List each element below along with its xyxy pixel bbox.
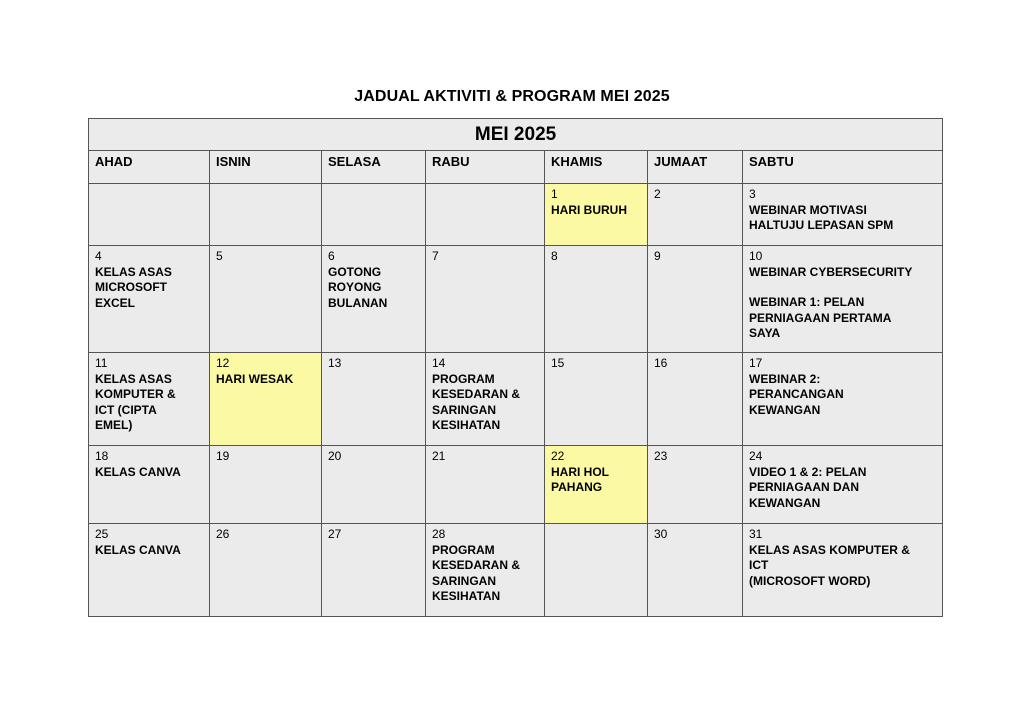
event-label: KELAS ASAS KOMPUTER & ICT (CIPTA EMEL) xyxy=(95,371,176,432)
day-cell-18 xyxy=(89,446,210,524)
week-row-4 xyxy=(89,446,943,524)
event-label: KELAS ASAS MICROSOFT EXCEL xyxy=(95,264,172,310)
empty-day-cell xyxy=(545,524,648,617)
day-cell-12 xyxy=(210,353,322,446)
day-cell-14 xyxy=(426,353,545,446)
day-cell-19 xyxy=(210,446,322,524)
day-number: 28 xyxy=(432,527,446,541)
month-header: MEI 2025 xyxy=(89,119,943,151)
event-label: KELAS CANVA xyxy=(95,464,181,479)
day-number: 6 xyxy=(328,249,335,263)
weekday-khamis: KHAMIS xyxy=(545,151,648,184)
event-label: GOTONG ROYONG BULANAN xyxy=(328,264,388,310)
day-number: 13 xyxy=(328,356,342,370)
week-row-2 xyxy=(89,246,943,353)
empty-day-cell xyxy=(426,184,545,246)
day-cell-24 xyxy=(743,446,943,524)
day-number: 14 xyxy=(432,356,446,370)
day-number: 9 xyxy=(654,249,661,263)
event-label: WEBINAR MOTIVASI HALTUJU LEPASAN SPM xyxy=(749,202,894,232)
day-cell-22 xyxy=(545,446,648,524)
day-number: 16 xyxy=(654,356,668,370)
day-cell-20 xyxy=(322,446,426,524)
day-number: 12 xyxy=(216,356,230,370)
weekday-sabtu: SABTU xyxy=(743,151,943,184)
day-cell-5 xyxy=(210,246,322,353)
day-number: 3 xyxy=(749,187,756,201)
day-cell-21 xyxy=(426,446,545,524)
day-cell-10 xyxy=(743,246,943,353)
day-cell-8 xyxy=(545,246,648,353)
weekday-isnin: ISNIN xyxy=(210,151,322,184)
event-label-secondary: WEBINAR 1: PELAN PERNIAGAAN PERTAMA SAYA xyxy=(749,295,892,340)
day-number: 21 xyxy=(432,449,446,463)
day-number: 1 xyxy=(551,187,558,201)
empty-day-cell xyxy=(210,184,322,246)
weekday-rabu: RABU xyxy=(426,151,545,184)
day-number: 27 xyxy=(328,527,342,541)
weekday-jumaat: JUMAAT xyxy=(648,151,743,184)
event-label: PROGRAM KESEDARAN & SARINGAN KESIHATAN xyxy=(432,371,521,432)
day-number: 18 xyxy=(95,449,109,463)
day-cell-1 xyxy=(545,184,648,246)
empty-day-cell xyxy=(322,184,426,246)
event-label: HARI HOL PAHANG xyxy=(551,464,609,494)
day-cell-23 xyxy=(648,446,743,524)
event-label: VIDEO 1 & 2: PELAN PERNIAGAAN DAN KEWANGAN xyxy=(749,464,867,510)
weekday-selasa: SELASA xyxy=(322,151,426,184)
day-number: 10 xyxy=(749,249,763,263)
day-cell-17 xyxy=(743,353,943,446)
day-cell-16 xyxy=(648,353,743,446)
day-number: 2 xyxy=(654,187,661,201)
day-cell-27 xyxy=(322,524,426,617)
day-cell-28 xyxy=(426,524,545,617)
day-cell-26 xyxy=(210,524,322,617)
day-number: 5 xyxy=(216,249,223,263)
day-number: 11 xyxy=(95,356,108,370)
day-cell-11 xyxy=(89,353,210,446)
day-number: 8 xyxy=(551,249,558,263)
week-row-3 xyxy=(89,353,943,446)
event-label: WEBINAR CYBERSECURITY xyxy=(749,264,913,279)
day-number: 30 xyxy=(654,527,668,541)
day-number: 26 xyxy=(216,527,230,541)
day-cell-13 xyxy=(322,353,426,446)
week-row-1 xyxy=(89,184,943,246)
day-number: 25 xyxy=(95,527,109,541)
day-number: 15 xyxy=(551,356,565,370)
day-number: 24 xyxy=(749,449,763,463)
day-number: 20 xyxy=(328,449,342,463)
day-cell-9 xyxy=(648,246,743,353)
day-number: 4 xyxy=(95,249,102,263)
event-label: HARI WESAK xyxy=(216,371,294,386)
day-cell-2 xyxy=(648,184,743,246)
day-number: 7 xyxy=(432,249,439,263)
day-number: 22 xyxy=(551,449,565,463)
weekday-header-row xyxy=(89,151,943,184)
weekday-ahad: AHAD xyxy=(89,151,210,184)
calendar-table xyxy=(88,118,943,617)
day-cell-4 xyxy=(89,246,210,353)
event-label: KELAS CANVA xyxy=(95,542,181,557)
day-number: 23 xyxy=(654,449,668,463)
day-number: 17 xyxy=(749,356,763,370)
event-label: WEBINAR 2: PERANCANGAN KEWANGAN xyxy=(749,371,844,417)
event-label: HARI BURUH xyxy=(551,202,627,217)
day-number: 31 xyxy=(749,527,763,541)
event-label: KELAS ASAS KOMPUTER & ICT (MICROSOFT WORD) xyxy=(749,542,910,588)
day-cell-31 xyxy=(743,524,943,617)
empty-day-cell xyxy=(89,184,210,246)
day-cell-15 xyxy=(545,353,648,446)
day-cell-6 xyxy=(322,246,426,353)
day-cell-30 xyxy=(648,524,743,617)
day-cell-3 xyxy=(743,184,943,246)
event-label: PROGRAM KESEDARAN & SARINGAN KESIHATAN xyxy=(432,542,521,603)
week-row-5 xyxy=(89,524,943,617)
day-number: 19 xyxy=(216,449,230,463)
document-title: JADUAL AKTIVITI & PROGRAM MEI 2025 xyxy=(354,88,670,105)
day-cell-7 xyxy=(426,246,545,353)
day-cell-25 xyxy=(89,524,210,617)
